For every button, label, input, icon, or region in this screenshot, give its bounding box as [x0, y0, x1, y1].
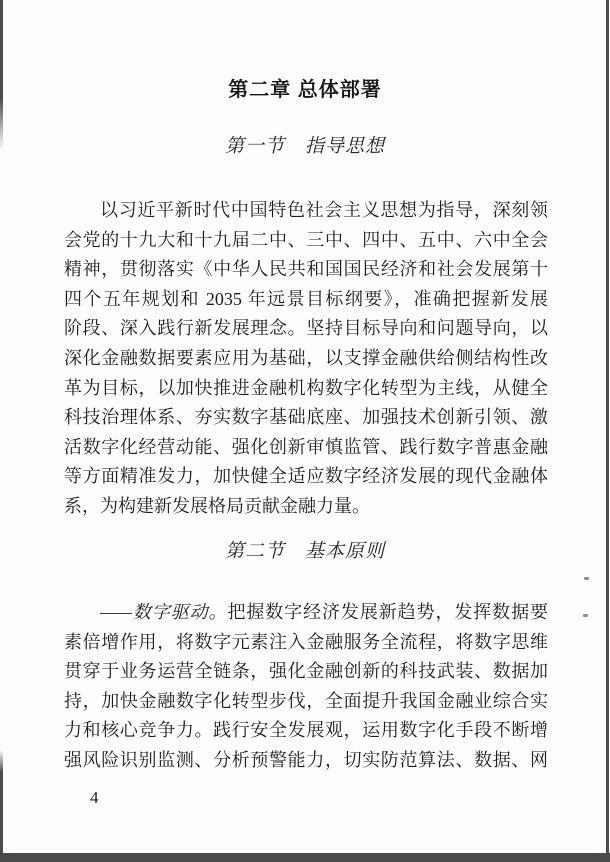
paragraph-basic-principles — [64, 598, 548, 776]
scan-edge-left-bottom — [0, 750, 3, 862]
paragraph-guiding-ideology — [64, 196, 548, 522]
lead-emphasis-kaiti: ——数字驱动。 — [100, 602, 228, 622]
scan-speck — [583, 614, 588, 617]
scan-edge-right — [606, 0, 609, 862]
text-line: 系，为构建新发展格局贡献金融力量。 — [64, 495, 370, 516]
text-line: 活数字化经营动能、强化创新审慎监管、践行数字普惠金融 — [64, 436, 548, 457]
text-span: 把握数字经济发展新趋势，发挥数据要 — [227, 602, 549, 622]
text-line: 深化金融数据要素应用为基础，以支撑金融供给侧结构性改 — [64, 347, 548, 368]
text-line: 以习近平新时代中国特色社会主义思想为指导，深刻领 — [100, 200, 548, 220]
scan-edge-bottom — [0, 853, 610, 862]
section-title-1: 第一节 指导思想 — [224, 136, 385, 157]
text-line: 科技治理体系、夯实数字基础底座、加强技术创新引领、激 — [64, 407, 548, 428]
text-line: 持，加快金融数字化转型步伐，全面提升我国金融业综合实 — [64, 690, 548, 711]
text-line: 阶段、深入践行新发展理念。坚持目标导向和问题导向，以 — [64, 318, 548, 339]
text-line: 贯穿于业务运营全链条，强化金融创新的科技武装、数据加 — [64, 661, 548, 682]
text-line: 革为目标，以加快推进金融机构数字化转型为主线，从健全 — [64, 377, 548, 398]
chapter-title: 第二章 总体部署 — [228, 79, 382, 101]
page-number: 4 — [90, 788, 99, 807]
text-line: 精神，贯彻落实《中华人民共和国国民经济和社会发展第十 — [64, 259, 548, 280]
text-line — [64, 598, 548, 628]
scan-speck — [584, 577, 589, 580]
text-line: 力和核心竞争力。践行安全发展观，运用数字化手段不断增 — [64, 720, 548, 741]
scan-edge-left-top — [0, 0, 3, 150]
section-title-2: 第二节 基本原则 — [224, 541, 385, 562]
text-line: 强风险识别监测、分析预警能力，切实防范算法、数据、网 — [64, 749, 548, 770]
text-line: 素倍增作用，将数字元素注入金融服务全流程，将数字思维 — [64, 631, 548, 652]
text-line: 会党的十九大和十九届二中、三中、四中、五中、六中全会 — [64, 229, 548, 250]
text-line: 四个五年规划和 2035 年远景目标纲要》，准确把握新发展 — [64, 288, 548, 309]
text-line: 等方面精准发力，加快健全适应数字经济发展的现代金融体 — [64, 466, 548, 487]
